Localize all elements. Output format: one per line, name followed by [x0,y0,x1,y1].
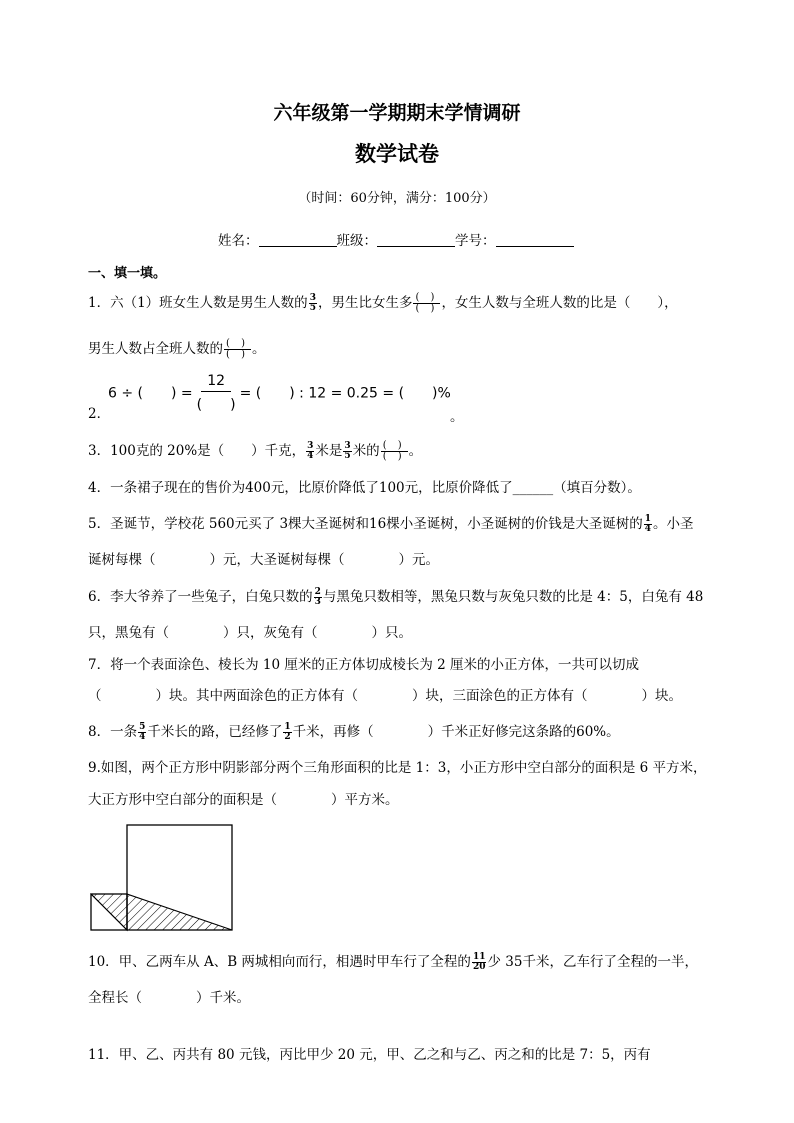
q8-fraction-1-2: $\frac{1}{2}$ [284,722,291,742]
squares-shaded-triangles-figure [90,824,236,934]
q10-fraction-11-20: $\frac{11}{20}$ [472,952,486,972]
name-blank[interactable] [259,232,337,247]
student-info-row [218,229,574,249]
q5-fraction-1-4: $\frac{1}{4}$ [644,514,651,534]
q1-text-b: ，男生比女生多 [317,295,413,311]
q1-text-a: 1．六（1）班女生人数是男生人数的 [88,295,308,311]
question-8 [88,723,620,742]
q2-eq-part-2: = ( ) : 12 = 0.25 = ( )% [239,385,451,402]
question-2-equation [108,373,451,414]
q1-text-c: ，女生人数与全班人数的比是（ ）， [441,295,678,311]
q3-blank-fraction[interactable]: $\frac{( )}{( )}$ [382,440,406,462]
class-label: 班级： [336,233,377,249]
id-blank[interactable] [496,232,574,247]
q10-text-a: 10．甲、乙两车从 A、B 两城相向而行，相遇时甲车行了全程的 [88,954,471,970]
q3-text-c: 米的 [352,443,380,459]
question-9-line-2: 大正方形中空白部分的面积是（ ）平方米。 [88,792,399,808]
q6-fraction-2-3: $\frac{2}{3}$ [314,587,321,607]
exam-title: 六年级第一学期期末学情调研 [273,102,521,124]
q3-fraction-3-4: $\frac{3}{4}$ [307,441,314,461]
question-7-line-1: 7．将一个表面涂色、棱长为 10 厘米的正方体切成棱长为 2 厘米的小正方体，一共可以切成 [88,657,640,673]
question-5-line-2: 诞树每棵（ ）元，大圣诞树每棵（ ）元。 [88,552,439,568]
exam-subject-title: 数学试卷 [355,141,439,166]
q2-eq-fraction: 12 ( ) [196,373,236,413]
q1-blank-fraction-2[interactable]: $\frac{( )}{( )}$ [226,338,249,360]
q8-text-a: 8．一条 [88,724,138,740]
q1-fraction-3-5: $\frac{3}{5}$ [309,293,316,313]
question-1-line-2 [88,339,265,360]
question-5-line-1 [88,515,693,534]
q5-text-b: 。小圣 [652,516,694,532]
q3-text-e: 。 [408,443,423,459]
shaded-triangle-big [127,894,232,930]
q3-text-b: 米是 [315,443,343,459]
question-10-line-1 [88,953,698,972]
q5-text-a: 5．圣诞节，学校花 560元买了 3棵大圣诞树和16棵小圣诞树，小圣诞树的价钱是大圣诞树的 [88,516,643,532]
question-7-line-2: （ ）块。其中两面涂色的正方体有（ ）块，三面涂色的正方体有（ ）块。 [88,688,682,704]
q2-eq-part-1: 6 ÷ ( ) = [108,385,193,402]
question-3 [88,441,422,462]
q6-text-a: 6．李大爷养了一些兔子，白兔只数的 [88,589,313,605]
q8-text-c: 千米，再修（ ）千米正好修完这条路的60%。 [292,724,620,740]
name-label: 姓名： [218,233,259,249]
q1-text-d: 男生人数占全班人数的 [88,341,223,357]
question-10-line-2: 全程长（ ）千米。 [88,990,250,1006]
q2-end-mark: 。 [450,409,464,425]
q3-text-a: 3．100克的 20%是（ ）千克， [88,443,306,459]
question-11: 11．甲、乙、丙共有 80 元钱，丙比甲少 20 元，甲、乙之和与乙、丙之和的比是 7：5，丙有 [88,1047,651,1063]
q6-text-b: 与黑兔只数相等，黑兔只数与灰兔只数的比是 4：5，白兔有 48 [322,589,704,605]
question-6-line-2: 只，黑兔有（ ）只，灰兔有（ ）只。 [88,625,412,641]
q8-fraction-5-4: $\frac{5}{4}$ [139,722,146,742]
q1-blank-fraction-1[interactable]: $\frac{( )}{( )}$ [415,292,439,314]
question-4: 4．一条裙子现在的售价为400元，比原价降低了100元，比原价降低了______（填百分数）。 [88,480,641,496]
q3-fraction-3-5: $\frac{3}{5}$ [344,441,351,461]
question-9-line-1: 9.如图，两个正方形中阴影部分两个三角形面积的比是 1：3，小正方形中空白部分的面积是 6 平方米， [88,760,707,776]
question-6-line-1 [88,588,703,607]
q8-text-b: 千米长的路，已经修了 [147,724,283,740]
class-blank[interactable] [377,232,455,247]
question-2-number: 2． [88,406,111,422]
q10-text-b: 少 35千米，乙车行了全程的一半， [487,954,698,970]
section-heading: 一、填一填。 [88,266,167,281]
q1-text-e: 。 [251,341,266,357]
id-label: 学号： [455,233,496,249]
question-1-line-1 [88,293,678,314]
exam-time-score: （时间：60分钟，满分：100分） [298,191,496,206]
